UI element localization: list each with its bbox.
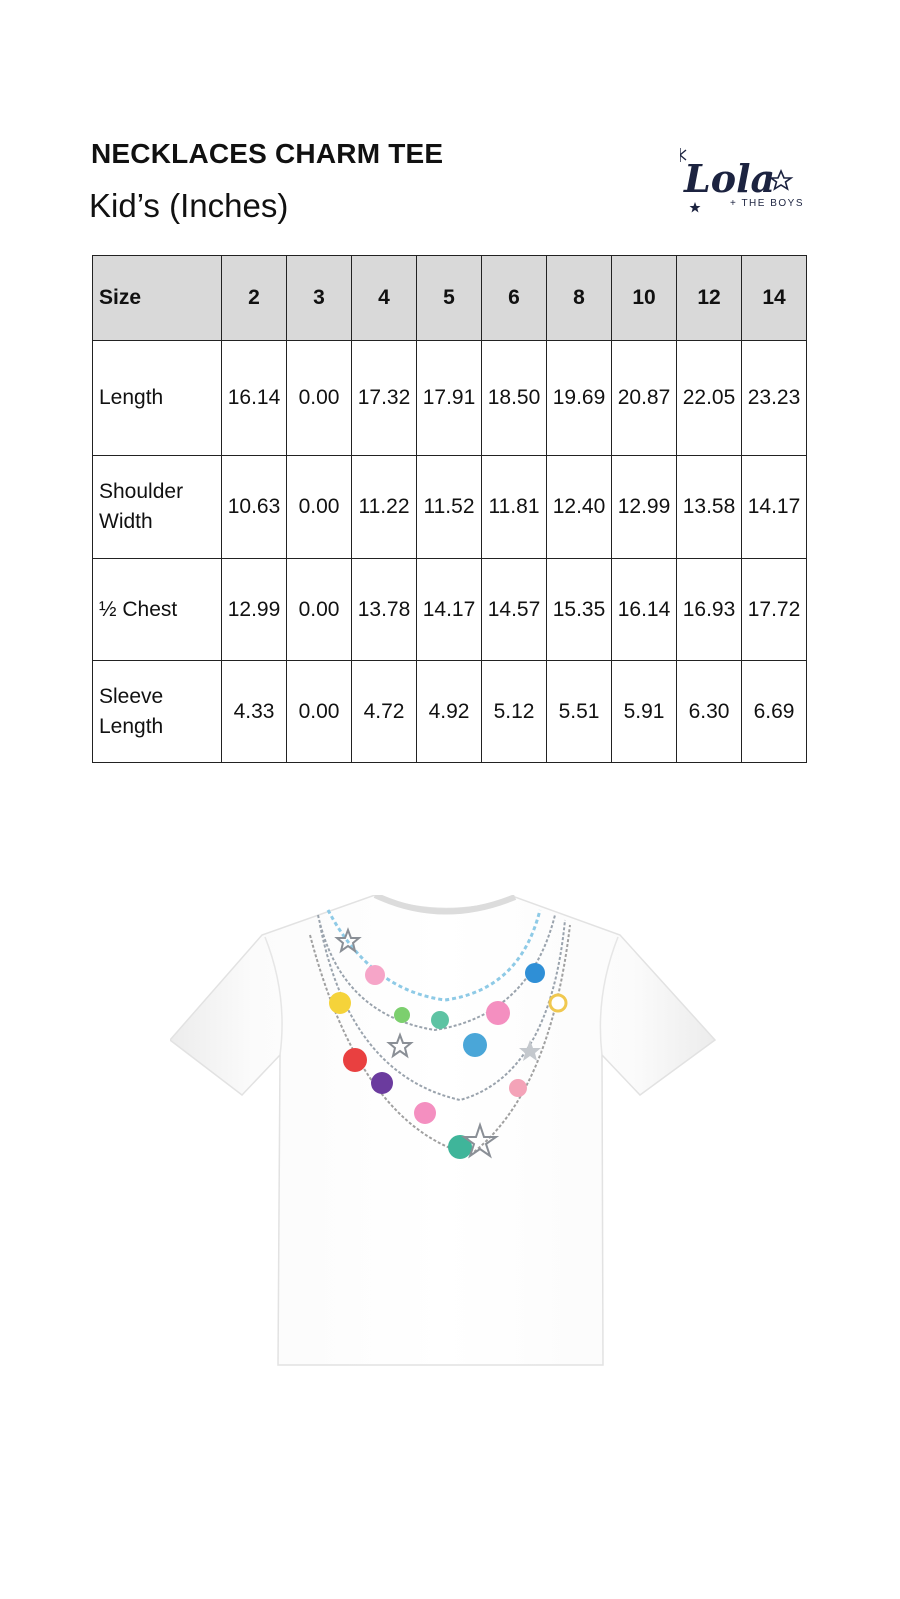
table-row — [93, 661, 807, 763]
measurement-cell: 22.05 — [677, 341, 742, 456]
measurement-cell: 0.00 — [287, 661, 352, 763]
measurement-cell: 19.69 — [547, 341, 612, 456]
measurement-cell: 5.51 — [547, 661, 612, 763]
product-image — [170, 895, 730, 1400]
measurement-cell: 15.35 — [547, 559, 612, 661]
size-header-cell: 3 — [287, 256, 352, 341]
measurement-cell: 14.57 — [482, 559, 547, 661]
table-row — [93, 456, 807, 559]
size-header-cell: 12 — [677, 256, 742, 341]
measurement-cell: 4.72 — [352, 661, 417, 763]
measurement-cell: 11.81 — [482, 456, 547, 559]
measurement-cell: 4.92 — [417, 661, 482, 763]
measurement-cell: 20.87 — [612, 341, 677, 456]
measurement-cell: 14.17 — [417, 559, 482, 661]
measurement-cell: 6.69 — [742, 661, 807, 763]
measurement-cell: 12.40 — [547, 456, 612, 559]
measurement-cell: 16.93 — [677, 559, 742, 661]
measurement-cell: 17.91 — [417, 341, 482, 456]
row-label: ½ Chest — [93, 559, 222, 661]
table-row — [93, 341, 807, 456]
measurement-cell: 11.52 — [417, 456, 482, 559]
measurement-cell: 12.99 — [612, 456, 677, 559]
measurement-cell: 17.32 — [352, 341, 417, 456]
measurement-cell: 17.72 — [742, 559, 807, 661]
product-title: NECKLACES CHARM TEE — [91, 138, 444, 169]
size-header-cell: 2 — [222, 256, 287, 341]
measurement-cell: 16.14 — [222, 341, 287, 456]
measurement-cell: 12.99 — [222, 559, 287, 661]
table-header-row — [93, 256, 807, 341]
size-chart-subtitle: Kid’s (Inches) — [89, 187, 289, 224]
table-row — [93, 559, 807, 661]
tshirt-icon — [170, 895, 730, 1400]
size-header-cell: 14 — [742, 256, 807, 341]
measurement-cell: 13.78 — [352, 559, 417, 661]
size-header-cell: 5 — [417, 256, 482, 341]
small-star-icon — [690, 202, 701, 213]
measurement-cell: 5.12 — [482, 661, 547, 763]
size-header-cell: 10 — [612, 256, 677, 341]
measurement-cell: 13.58 — [677, 456, 742, 559]
measurement-cell: 11.22 — [352, 456, 417, 559]
measurement-cell: 14.17 — [742, 456, 807, 559]
size-chart-table — [92, 255, 807, 763]
size-header-cell: 6 — [482, 256, 547, 341]
logo-wordmark: Lola — [684, 156, 776, 201]
measurement-cell: 6.30 — [677, 661, 742, 763]
brand-logo — [680, 140, 820, 230]
measurement-cell: 5.91 — [612, 661, 677, 763]
measurement-cell: 23.23 — [742, 341, 807, 456]
row-label: Length — [93, 341, 222, 456]
measurement-cell: 10.63 — [222, 456, 287, 559]
row-label: Sleeve Length — [93, 661, 222, 763]
measurement-cell: 0.00 — [287, 456, 352, 559]
measurement-cell: 16.14 — [612, 559, 677, 661]
size-header-cell: 8 — [547, 256, 612, 341]
measurement-cell: 4.33 — [222, 661, 287, 763]
size-header-cell: 4 — [352, 256, 417, 341]
size-header-label: Size — [93, 256, 222, 341]
measurement-cell: 18.50 — [482, 341, 547, 456]
row-label: Shoulder Width — [93, 456, 222, 559]
measurement-cell: 0.00 — [287, 341, 352, 456]
measurement-cell: 0.00 — [287, 559, 352, 661]
logo-tagline: + THE BOYS — [730, 198, 805, 209]
